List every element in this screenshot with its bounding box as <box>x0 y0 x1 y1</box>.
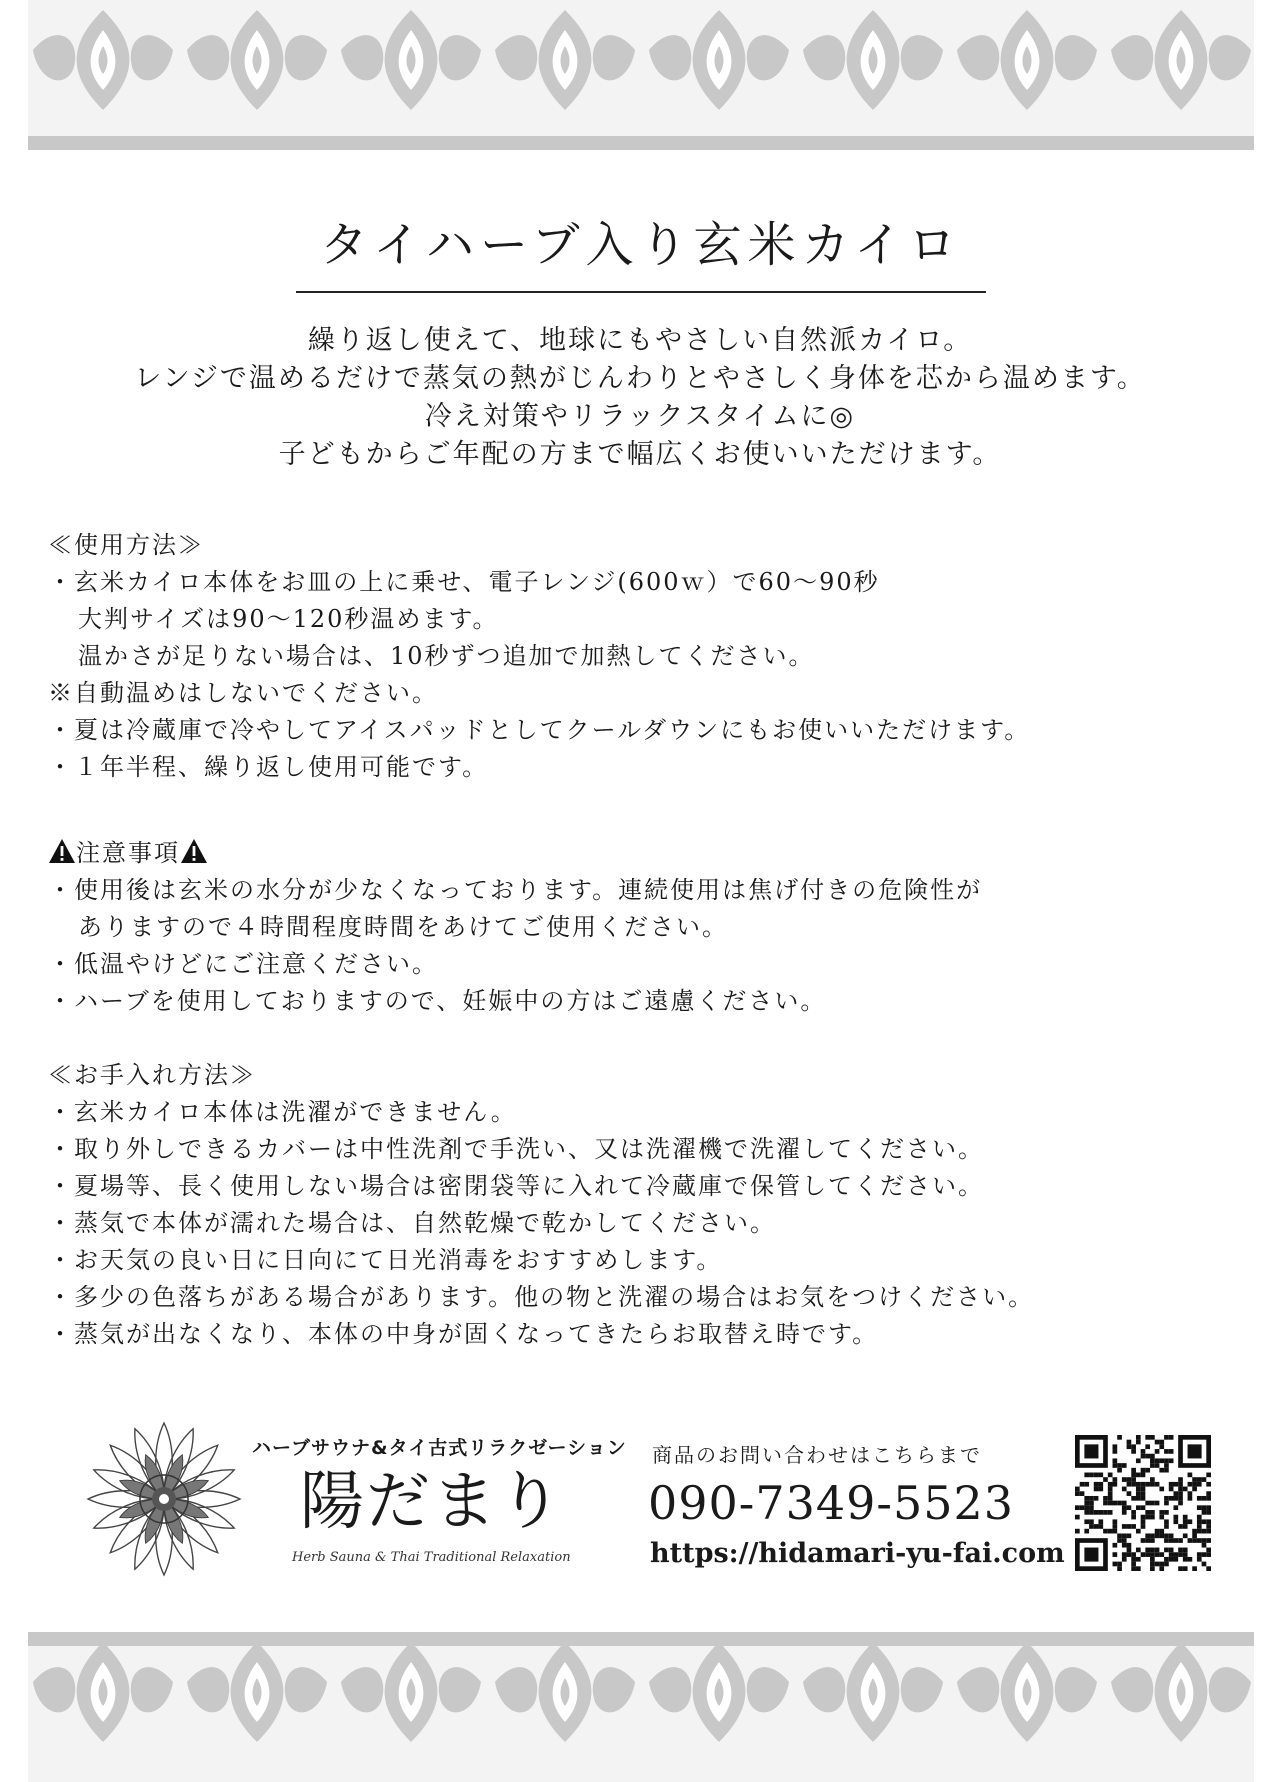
caution-line: ・低温やけどにご注意ください。 <box>48 950 438 978</box>
warning-icon <box>180 838 208 864</box>
usage-line: 温かさが足りない場合は、10秒ずつ追加で加熱してください。 <box>78 642 815 670</box>
intro-line: 冷え対策やリラックスタイムに◎ <box>424 401 856 432</box>
intro-text <box>40 322 1240 474</box>
brand-english: Herb Sauna & Thai Traditional Relaxation <box>292 1550 571 1565</box>
usage-line: 大判サイズは90〜120秒温めます。 <box>78 605 499 633</box>
qr-code-icon[interactable] <box>1075 1435 1211 1571</box>
care-line: ・玄米カイロ本体は洗濯ができません。 <box>48 1098 517 1126</box>
usage-section <box>48 527 1030 786</box>
header-ornament-band <box>28 0 1254 150</box>
usage-line: ・玄米カイロ本体をお皿の上に乗せ、電子レンジ(600ｗ）で60〜90秒 <box>48 568 880 596</box>
care-line: ・お天気の良い日に日向にて日光消毒をおすすめします。 <box>48 1246 723 1274</box>
caution-section <box>48 835 982 1020</box>
brand-subtitle: ハーブサウナ&タイ古式リラクゼーション <box>252 1437 627 1459</box>
caution-heading: 注意事項 <box>76 839 180 867</box>
care-section <box>48 1057 1034 1353</box>
care-heading: ≪お手入れ方法≫ <box>48 1061 256 1089</box>
care-line: ・多少の色落ちがある場合があります。他の物と洗濯の場合はお気をつけください。 <box>48 1283 1035 1311</box>
contact-phone: 090-7349-5523 <box>648 1476 1015 1530</box>
footer-ornament-band <box>28 1632 1254 1782</box>
caution-line: ありますので４時間程度時間をあけてご使用ください。 <box>78 913 728 941</box>
care-line: ・取り外しできるカバーは中性洗剤で手洗い、又は洗濯機で洗濯してください。 <box>48 1135 984 1163</box>
contact-label: 商品のお問い合わせはこちらまで <box>652 1443 982 1467</box>
mandala-logo-icon <box>84 1419 244 1579</box>
intro-line: レンジで温めるだけで蒸気の熱がじんわりとやさしく身体を芯から温めます。 <box>134 363 1146 394</box>
intro-line: 繰り返し使えて、地球にもやさしい自然派カイロ。 <box>307 325 973 356</box>
brand-name: 陽だまり <box>300 1465 564 1539</box>
care-line: ・蒸気が出なくなり、本体の中身が固くなってきたらお取替え時です。 <box>48 1320 879 1348</box>
care-line: ・蒸気で本体が濡れた場合は、自然乾燥で乾かしてください。 <box>48 1209 776 1237</box>
warning-icon <box>48 838 76 864</box>
usage-line: ・夏は冷蔵庫で冷やしてアイスパッドとしてクールダウンにもお使いいただけます。 <box>48 716 1031 744</box>
caution-heading-row <box>48 835 982 872</box>
usage-line: ・１年半程、繰り返し使用可能です。 <box>48 753 489 781</box>
intro-line: 子どもからご年配の方まで幅広くお使いいただけます。 <box>278 439 1002 470</box>
care-line: ・夏場等、長く使用しない場合は密閉袋等に入れて冷蔵庫で保管してください。 <box>48 1172 984 1200</box>
caution-line: ・ハーブを使用しておりますので、妊娠中の方はご遠慮ください。 <box>48 987 827 1015</box>
page-title: タイハーブ入り玄米カイロ <box>319 217 963 273</box>
usage-line: ※自動温めはしないでください。 <box>48 679 438 707</box>
contact-url[interactable]: https://hidamari-yu-fai.com <box>650 1538 1065 1569</box>
title-underline <box>296 291 986 293</box>
caution-line: ・使用後は玄米の水分が少なくなっております。連続使用は焦げ付きの危険性が <box>48 876 983 904</box>
usage-heading: ≪使用方法≫ <box>48 531 204 559</box>
